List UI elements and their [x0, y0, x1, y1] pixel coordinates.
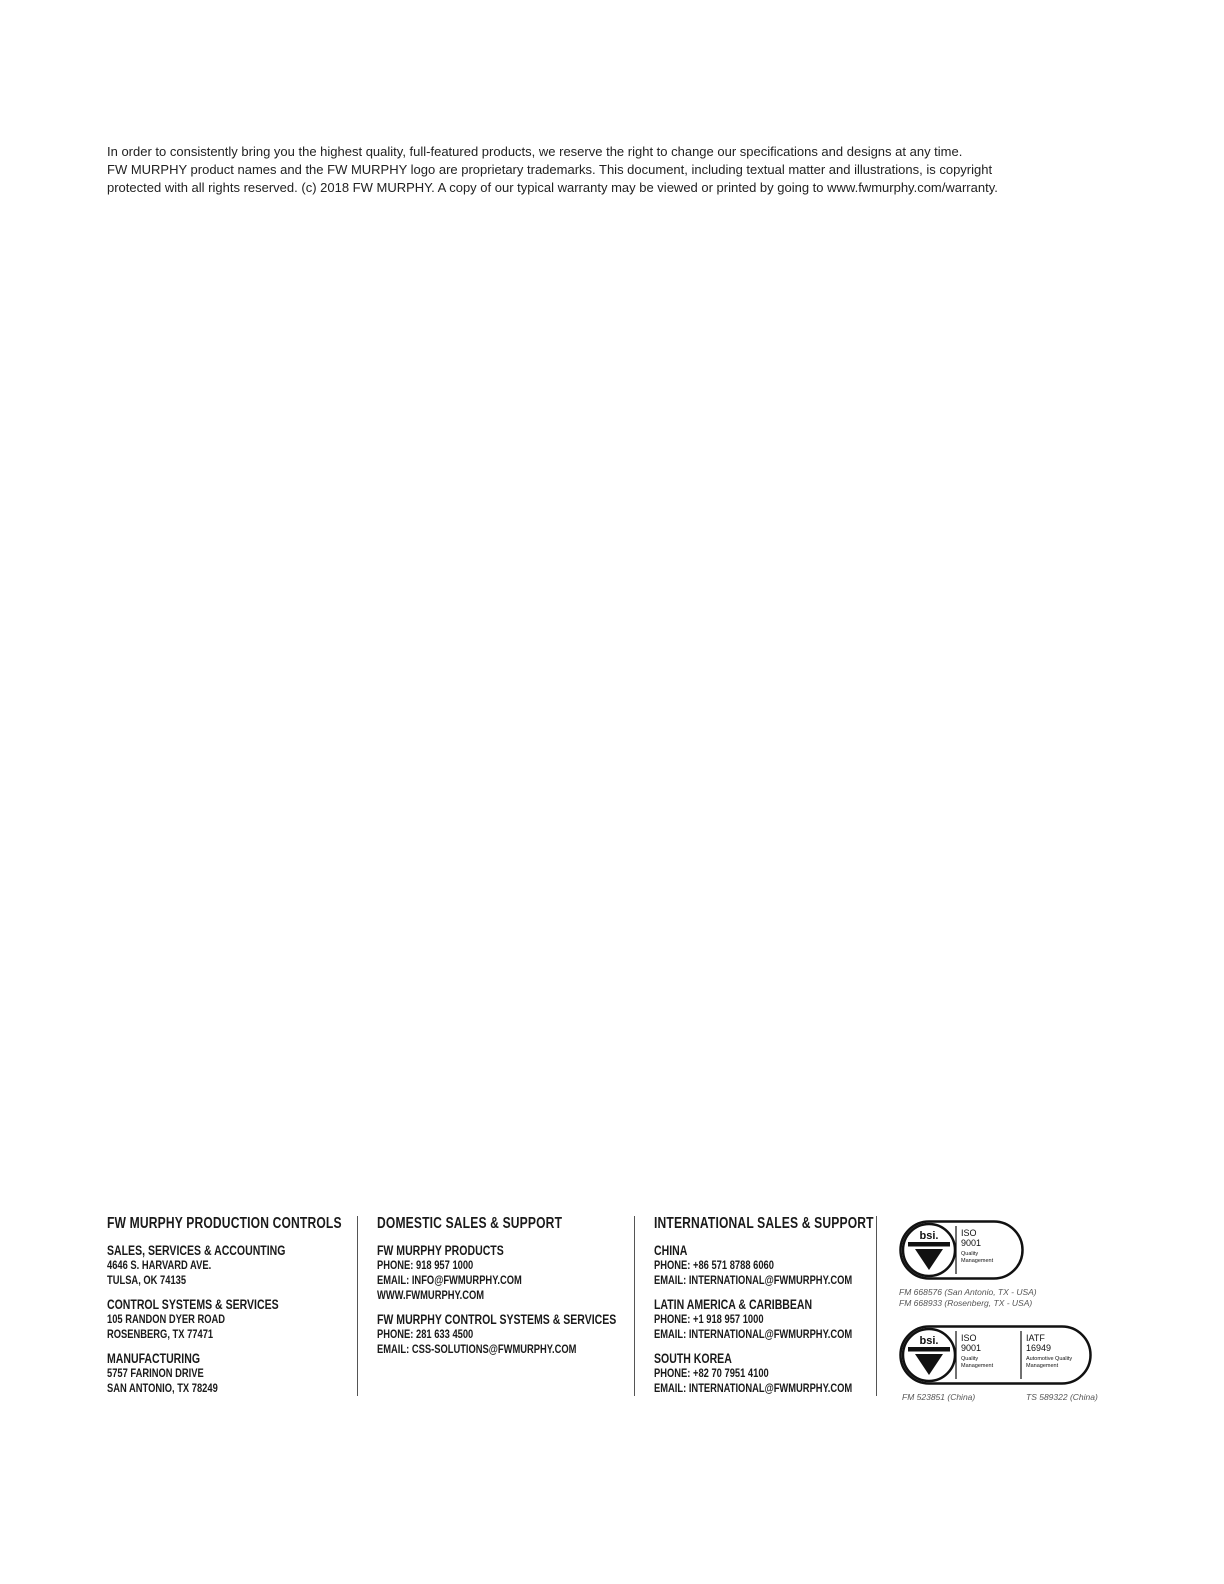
international-sales-heading: INTERNATIONAL SALES & SUPPORT [654, 1215, 874, 1232]
column-divider [357, 1216, 358, 1396]
contact-group [654, 1243, 874, 1288]
iso-9001-certification [899, 1220, 1037, 1309]
phone-line: PHONE: 281 633 4500 [377, 1327, 474, 1341]
iatf-name: IATF [1026, 1333, 1045, 1343]
contact-group-title: SALES, SERVICES & ACCOUNTING [107, 1243, 286, 1258]
domestic-sales-column [377, 1212, 616, 1366]
email-link[interactable]: EMAIL: CSS-SOLUTIONS@FWMURPHY.COM [377, 1342, 577, 1356]
email-link[interactable]: EMAIL: INTERNATIONAL@FWMURPHY.COM [654, 1381, 853, 1395]
address-line: 105 RANDON DYER ROAD [107, 1312, 226, 1326]
column-divider [876, 1216, 877, 1396]
iso-desc: Management [961, 1363, 994, 1369]
contact-group-title: FW MURPHY CONTROL SYSTEMS & SERVICES [377, 1312, 617, 1327]
bsi-iso-badge-icon [899, 1220, 1025, 1280]
disclaimer-line: FW MURPHY product names and the FW MURPHY logo are proprietary trademarks. This document, including textual matter and illustrations, is copyright [107, 162, 993, 177]
iso-number: 9001 [961, 1343, 982, 1353]
iatf-desc: Management [1026, 1363, 1059, 1369]
bsi-label: bsi. [919, 1335, 939, 1347]
iso-iatf-certification [899, 1325, 1119, 1404]
email-link[interactable]: EMAIL: INTERNATIONAL@FWMURPHY.COM [654, 1327, 853, 1341]
certificate-number: FM 668933 (Rosenberg, TX - USA) [899, 1298, 1033, 1308]
contact-group-title: FW MURPHY PRODUCTS [377, 1243, 504, 1258]
production-controls-column [107, 1212, 342, 1405]
iatf-desc: Automotive Quality [1026, 1356, 1073, 1362]
disclaimer-line: protected with all rights reserved. (c) 2018 FW MURPHY. A copy of our typical warranty may be viewed or printed by going to www.fwmurphy.com/warranty. [107, 180, 998, 195]
column-divider [634, 1216, 635, 1396]
bsi-iso-iatf-badge-icon [899, 1325, 1093, 1385]
contact-group [107, 1243, 342, 1288]
website-link[interactable]: WWW.FWMURPHY.COM [377, 1288, 485, 1302]
production-controls-heading: FW MURPHY PRODUCTION CONTROLS [107, 1215, 342, 1232]
phone-line: PHONE: +82 70 7951 4100 [654, 1366, 769, 1380]
domestic-sales-heading: DOMESTIC SALES & SUPPORT [377, 1215, 563, 1232]
email-link[interactable]: EMAIL: INFO@FWMURPHY.COM [377, 1273, 522, 1287]
contact-group-title: MANUFACTURING [107, 1351, 201, 1366]
disclaimer-text [107, 143, 1107, 197]
iso-number: 9001 [961, 1238, 982, 1248]
contact-group-title: SOUTH KOREA [654, 1351, 732, 1366]
iatf-number: 16949 [1026, 1343, 1052, 1353]
contact-footer [0, 1212, 1224, 1412]
certificate-number: FM 668576 (San Antonio, TX - USA) [899, 1287, 1037, 1297]
certificate-number: FM 523851 (China) [902, 1392, 976, 1402]
disclaimer-line: In order to consistently bring you the highest quality, full-featured products, we reserve the right to change our specifications and designs at any time. [107, 144, 963, 159]
certificate-numbers [899, 1392, 1119, 1404]
contact-group [377, 1312, 616, 1357]
contact-group [377, 1243, 616, 1303]
iso-name: ISO [961, 1228, 977, 1238]
address-line: SAN ANTONIO, TX 78249 [107, 1381, 218, 1395]
contact-group-title: CONTROL SYSTEMS & SERVICES [107, 1297, 279, 1312]
contact-group [654, 1297, 874, 1342]
phone-line: PHONE: +1 918 957 1000 [654, 1312, 764, 1326]
international-sales-column [654, 1212, 874, 1405]
contact-group-title: CHINA [654, 1243, 688, 1258]
phone-line: PHONE: 918 957 1000 [377, 1258, 474, 1272]
iso-desc: Quality [961, 1356, 979, 1362]
bsi-label: bsi. [919, 1230, 939, 1242]
contact-group [654, 1351, 874, 1396]
contact-group [107, 1297, 342, 1342]
contact-group [107, 1351, 342, 1396]
address-line: 4646 S. HARVARD AVE. [107, 1258, 212, 1272]
iso-name: ISO [961, 1333, 977, 1343]
address-line: TULSA, OK 74135 [107, 1273, 187, 1287]
phone-line: PHONE: +86 571 8788 6060 [654, 1258, 774, 1272]
address-line: ROSENBERG, TX 77471 [107, 1327, 214, 1341]
email-link[interactable]: EMAIL: INTERNATIONAL@FWMURPHY.COM [654, 1273, 853, 1287]
contact-group-title: LATIN AMERICA & CARIBBEAN [654, 1297, 813, 1312]
iso-desc: Management [961, 1258, 994, 1264]
address-line: 5757 FARINON DRIVE [107, 1366, 204, 1380]
certificate-number: TS 589322 (China) [1026, 1392, 1098, 1402]
iso-desc: Quality [961, 1251, 979, 1257]
